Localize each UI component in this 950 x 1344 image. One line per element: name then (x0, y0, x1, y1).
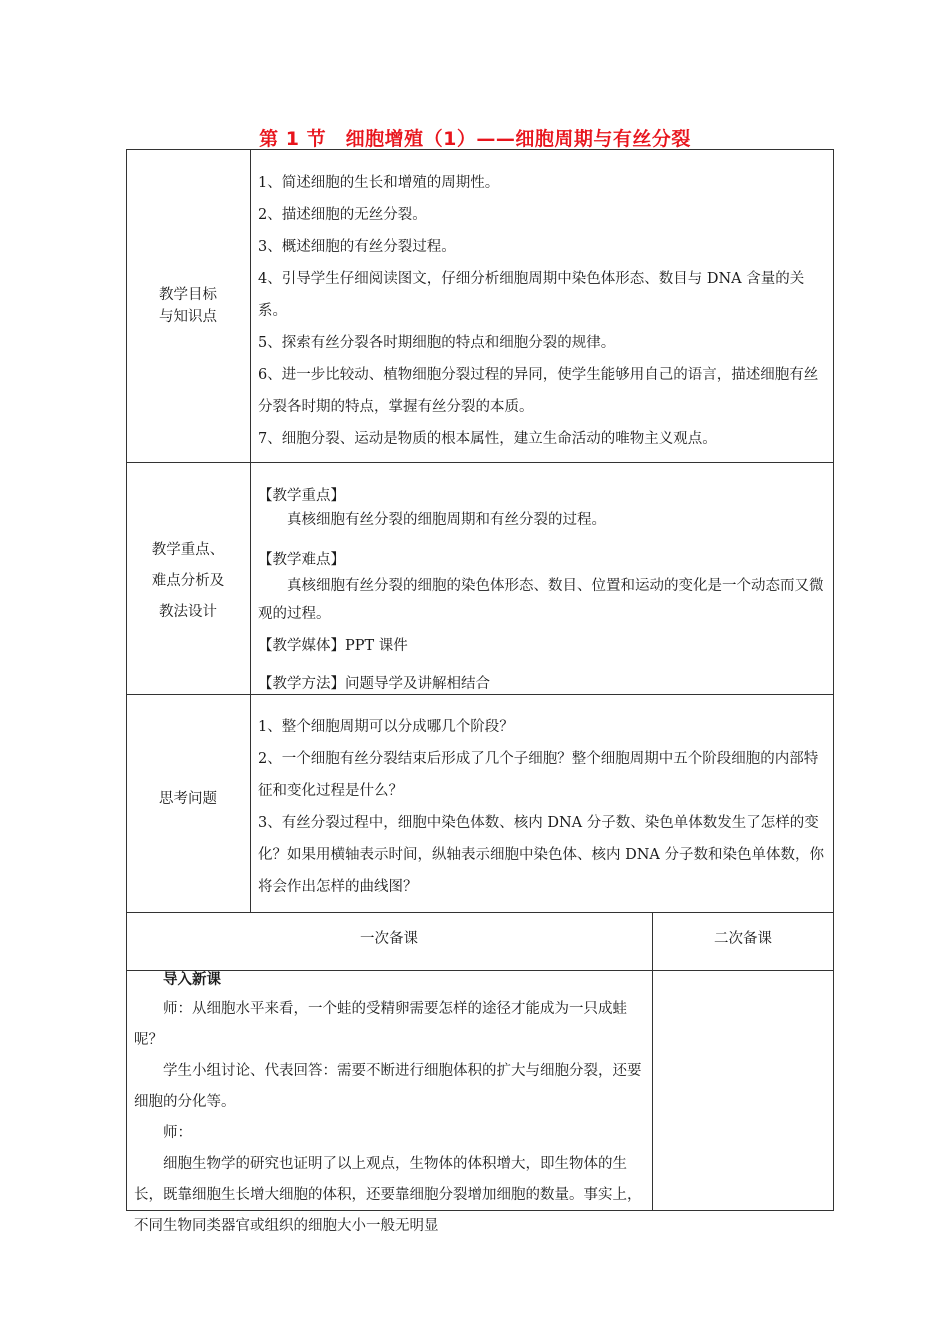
objective-item: 6、进一步比较动、植物细胞分裂过程的异同，使学生能够用自己的语言，描述细胞有丝分裂各时期的特点，掌握有丝分裂的本质。 (258, 367, 819, 415)
column-divider (652, 912, 653, 1211)
objective-item: 5、探索有丝分裂各时期细胞的特点和细胞分裂的规律。 (258, 335, 616, 351)
focus-tag: 【教学重点】 (258, 488, 345, 504)
lesson-body (134, 966, 644, 1242)
method-text: 【教学方法】问题导学及讲解相结合 (258, 676, 490, 692)
row-divider (126, 912, 834, 913)
first-prep-header: 一次备课 (360, 931, 418, 947)
focus-text: 真核细胞有丝分裂的细胞周期和有丝分裂的过程。 (287, 512, 606, 528)
question-item: 2、一个细胞有丝分裂结束后形成了几个子细胞？整个细胞周期中五个阶段细胞的内部特征和变化过程是什么？ (258, 751, 819, 799)
row-divider (126, 462, 834, 463)
difficulty-text: 真核细胞有丝分裂的细胞的染色体形态、数目、位置和运动的变化是一个动态而又微观的过程。 (258, 578, 824, 622)
objectives-label: 教学目标与知识点 (159, 287, 217, 325)
second-prep-header: 二次备课 (714, 931, 772, 947)
questions-label: 思考问题 (159, 791, 217, 807)
question-item: 1、整个细胞周期可以分成哪几个阶段？ (258, 719, 514, 735)
media-text: 【教学媒体】PPT 课件 (258, 638, 408, 654)
objective-item: 4、引导学生仔细阅读图文，仔细分析细胞周期中染色体形态、数目与 DNA 含量的关系。 (258, 271, 805, 319)
question-item: 3、有丝分裂过程中，细胞中染色体数、核内 DNA 分子数、染色单体数发生了怎样的变化？如果用横轴表示时间，纵轴表示细胞中染色体、核内 DNA 分子数和染色单体数，你将会作出怎样的曲线图？ (258, 815, 824, 895)
objective-item: 2、描述细胞的无丝分裂。 (258, 207, 427, 223)
difficulty-tag: 【教学难点】 (258, 552, 345, 568)
keypoints-label: 教学重点、难点分析及教法设计 (151, 542, 225, 620)
objective-item: 7、细胞分裂、运动是物质的根本属性，建立生命活动的唯物主义观点。 (258, 431, 717, 447)
body-paragraph: 学生小组讨论、代表回答：需要不断进行细胞体积的扩大与细胞分裂，还要细胞的分化等。 (134, 1063, 642, 1110)
column-divider (250, 149, 251, 912)
body-paragraph: 细胞生物学的研究也证明了以上观点，生物体的体积增大，即生物体的生长，既靠细胞生长增大细胞的体积，还要靠细胞分裂增加细胞的数量。事实上，不同生物同类器官或组织的细胞大小一般无明显 (134, 1156, 642, 1234)
questions-list (258, 711, 826, 903)
body-paragraph: 师： (163, 1125, 192, 1141)
keypoints-content (258, 484, 826, 696)
body-paragraph: 师：从细胞水平来看，一个蛙的受精卵需要怎样的途径才能成为一只成蛙呢？ (134, 1001, 627, 1048)
section-title: 导入新课 (163, 972, 221, 988)
page-title: 第 1 节 细胞增殖（1）——细胞周期与有丝分裂 (259, 128, 691, 150)
objectives-list (258, 167, 826, 455)
objective-item: 3、概述细胞的有丝分裂过程。 (258, 239, 456, 255)
objective-item: 1、简述细胞的生长和增殖的周期性。 (258, 175, 500, 191)
